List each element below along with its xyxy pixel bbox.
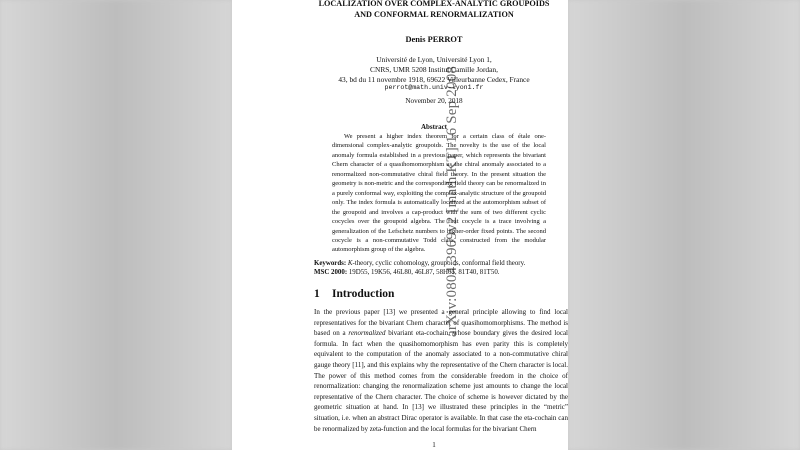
intro-paragraph: [314, 307, 568, 434]
affiliation-line-2: CNRS, UMR 5208 Institut Camille Jordan,: [370, 65, 498, 74]
msc-label: MSC 2000:: [314, 269, 348, 276]
paper-date: November 20, 2018: [405, 97, 463, 105]
msc-codes: 19D55, 19K56, 46L80, 46L87, 58H05, 81T40, 81T50.: [348, 269, 500, 276]
author-email: perrot@math.univ-lyon1.fr: [384, 84, 484, 91]
intro-text-1: In the previous paper [13] we presented a general principle allowing to find local representatives for the bivariant Chern character of quasihomomorphisms. The method is based on a: [314, 308, 568, 338]
keywords-k: K: [347, 260, 353, 267]
keywords-text: -theory, cyclic cohomology, groupoids, conformal field theory.: [352, 260, 526, 267]
intro-text-2: bivariant eta-cochain, whose boundary gives the desired local formula. In fact when the quasihomomorphism has even parity this is completely equivalent to the computation of the anomaly associated to a non-commutative chiral gauge theory [11], and this explains why the representative of the Chern character is local. The power of this method comes from the considerable freedom in the choice of renormalization: changing the renormalization scheme just amounts to change the local representative of the Chern character. The choice of scheme is however dictated by the geometric situation at hand. In [13] we illustrated these principles in the “metric” situation, i.e. when an abstract Dirac operator is available. In that case the eta-cochain can be renormalized by zeta-function and the local formulas for the bivariant Chern: [314, 329, 568, 433]
blurred-background-left: [0, 0, 232, 450]
section-title: Introduction: [332, 288, 395, 300]
abstract-heading: Abstract: [420, 123, 448, 131]
paper-title: [300, 0, 568, 20]
affiliation-line-3: 43, bd du 11 novembre 1918, 69622 Villeurbanne Cedex, France: [338, 75, 530, 84]
intro-emphasis: renormalized: [348, 329, 386, 338]
abstract-text: We present a higher index theorem for a certain class of étale one-dimensional complex-analytic groupoids. The novelty is the use of the local anomaly formula established in a previous paper, which represents the bivariant Chern character of a quasihomomorphism as the chiral anomaly associated to a renormalized non-commutative chiral field theory. In the present situation the geometry is non-metric and the corresponding field theory can be renormalized in a purely conformal way, exploiting the complex-analytic structure of the groupoid only. The index formula is automatically localized at the automorphism subset of the groupoid and involves a cap-product with the sum of two different cyclic cocycles over the groupoid algebra. The first cocycle is a trace involving a generalization of the Lefschetz numbers to higher-order fixed points. The second cocycle is a non-commutative Todd class, constructed from the modular automorphism group of the algebra.: [332, 133, 546, 254]
section-number: 1: [314, 288, 320, 300]
affiliation-line-1: Université de Lyon, Université Lyon 1,: [376, 55, 492, 64]
author-name: Denis PERROT: [405, 35, 463, 44]
title-line-1: LOCALIZATION OVER COMPLEX-ANALYTIC GROUPOIDS: [318, 0, 550, 8]
blurred-background-right: [568, 0, 800, 450]
page-number: 1: [432, 441, 436, 449]
title-line-2: AND CONFORMAL RENORMALIZATION: [354, 10, 514, 19]
paper-page: [232, 0, 568, 450]
arxiv-stamp: arXiv:0804.3969v2 [math.KT] 16 Sep 2008: [444, 65, 460, 337]
keywords-label: Keywords:: [314, 260, 347, 267]
keywords-block: [314, 259, 564, 277]
section-heading: [314, 288, 394, 300]
